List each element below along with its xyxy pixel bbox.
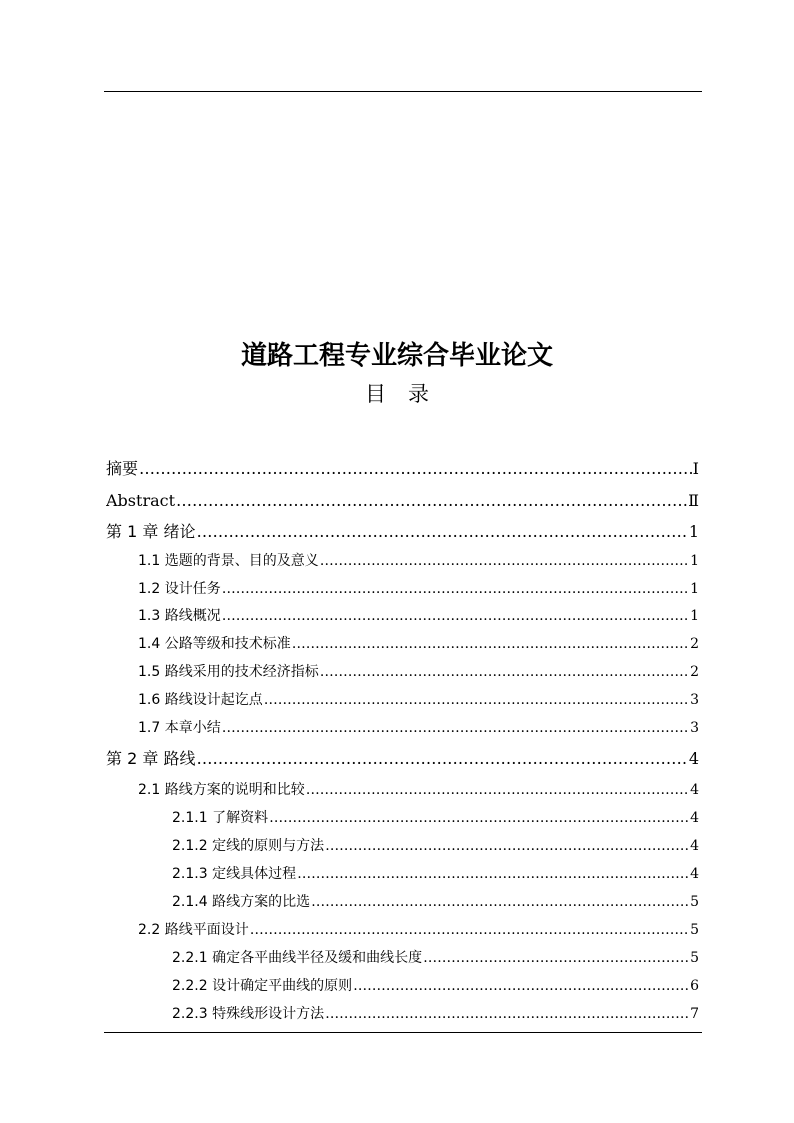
toc-entry[interactable] <box>138 779 699 801</box>
toc-entry-label: 摘要 <box>106 459 139 478</box>
footer-rule <box>104 1032 702 1033</box>
toc-leader-dots <box>306 779 689 801</box>
toc-leader-dots <box>222 605 689 627</box>
toc-entry-label: 第 1 章 绪论 <box>106 522 196 541</box>
toc-leader-dots <box>222 578 689 600</box>
toc-leader-dots <box>139 457 692 481</box>
toc-entry[interactable] <box>106 489 699 513</box>
toc-entry-page: 3 <box>690 720 699 736</box>
toc-entry-label: 2.1.3 定线具体过程 <box>172 866 297 882</box>
toc-entry-page: Ⅰ <box>692 459 699 478</box>
toc-entry-label: 1.6 路线设计起讫点 <box>138 692 263 708</box>
toc-entry[interactable] <box>172 891 699 913</box>
toc-entry-label: Abstract <box>106 491 176 510</box>
toc-leader-dots <box>311 891 689 913</box>
toc-entry-page: 2 <box>690 664 699 680</box>
toc-entry[interactable] <box>138 919 699 941</box>
toc-leader-dots <box>176 489 687 513</box>
toc-entry-label: 2.1.2 定线的原则与方法 <box>172 838 325 854</box>
toc-entry[interactable] <box>138 550 699 572</box>
toc-entry-label: 1.2 设计任务 <box>138 581 221 597</box>
toc-leader-dots <box>320 550 689 572</box>
toc-entry-page: 7 <box>690 1006 699 1022</box>
document-title: 道路工程专业综合毕业论文 <box>240 341 553 371</box>
toc-entry-page: 2 <box>690 636 699 652</box>
toc-entry-page: 1 <box>688 522 699 541</box>
toc-leader-dots <box>325 835 689 857</box>
toc-entry-page: 4 <box>690 810 699 826</box>
toc-entry-page: 5 <box>690 922 699 938</box>
toc-leader-dots <box>423 947 689 969</box>
toc-leader-dots <box>292 633 689 655</box>
toc-entry[interactable] <box>138 633 699 655</box>
toc-entry-label: 1.4 公路等级和技术标准 <box>138 636 291 652</box>
toc-entry-page: 4 <box>690 866 699 882</box>
toc-entry-page: 1 <box>690 553 699 569</box>
toc-entry-label: 2.2.1 确定各平曲线半径及缓和曲线长度 <box>172 950 423 966</box>
toc-entry[interactable] <box>172 1003 699 1025</box>
toc-entry[interactable] <box>138 578 699 600</box>
toc-entry-page: 1 <box>690 608 699 624</box>
toc-entry[interactable] <box>172 975 699 997</box>
toc-entry[interactable] <box>138 717 699 739</box>
toc-entry-label: 1.7 本章小结 <box>138 720 221 736</box>
toc-entry-page: 5 <box>690 950 699 966</box>
toc-entry-page: 6 <box>690 978 699 994</box>
toc-entry[interactable] <box>172 863 699 885</box>
toc-entry-label: 第 2 章 路线 <box>106 749 196 768</box>
toc-entry[interactable] <box>172 947 699 969</box>
toc-leader-dots <box>250 919 689 941</box>
toc-entry-label: 1.1 选题的背景、目的及意义 <box>138 553 319 569</box>
toc-entry-label: 2.2.2 设计确定平曲线的原则 <box>172 978 353 994</box>
toc-leader-dots <box>320 661 689 683</box>
toc-entry-page: 5 <box>690 894 699 910</box>
toc-entry-page: 1 <box>690 581 699 597</box>
toc-entry-label: 2.1.4 路线方案的比选 <box>172 894 311 910</box>
toc-entry[interactable] <box>106 747 699 771</box>
toc-entry-page: 4 <box>688 749 699 768</box>
toc-entry-label: 2.2 路线平面设计 <box>138 922 249 938</box>
toc-leader-dots <box>196 520 687 544</box>
toc-entry[interactable] <box>138 605 699 627</box>
toc-entry-label: 2.1.1 了解资料 <box>172 810 269 826</box>
toc-leader-dots <box>269 807 689 829</box>
toc-entry-page: Ⅱ <box>688 491 699 510</box>
toc-entry[interactable] <box>106 457 699 481</box>
toc-heading: 目录 <box>365 382 451 406</box>
toc-leader-dots <box>222 717 689 739</box>
toc-entry[interactable] <box>172 835 699 857</box>
toc-entry[interactable] <box>106 520 699 544</box>
toc-leader-dots <box>196 747 687 771</box>
toc-entry-page: 4 <box>690 782 699 798</box>
toc-leader-dots <box>353 975 689 997</box>
toc-entry-label: 2.1 路线方案的说明和比较 <box>138 782 305 798</box>
toc-entry-page: 4 <box>690 838 699 854</box>
toc-entry[interactable] <box>172 807 699 829</box>
toc-leader-dots <box>297 863 689 885</box>
toc-entry-label: 1.3 路线概况 <box>138 608 221 624</box>
toc-entry-page: 3 <box>690 692 699 708</box>
toc-leader-dots <box>264 689 689 711</box>
toc-entry[interactable] <box>138 689 699 711</box>
toc-entry-label: 1.5 路线采用的技术经济指标 <box>138 664 319 680</box>
toc-entry-label: 2.2.3 特殊线形设计方法 <box>172 1006 325 1022</box>
toc-entry[interactable] <box>138 661 699 683</box>
toc-leader-dots <box>325 1003 689 1025</box>
